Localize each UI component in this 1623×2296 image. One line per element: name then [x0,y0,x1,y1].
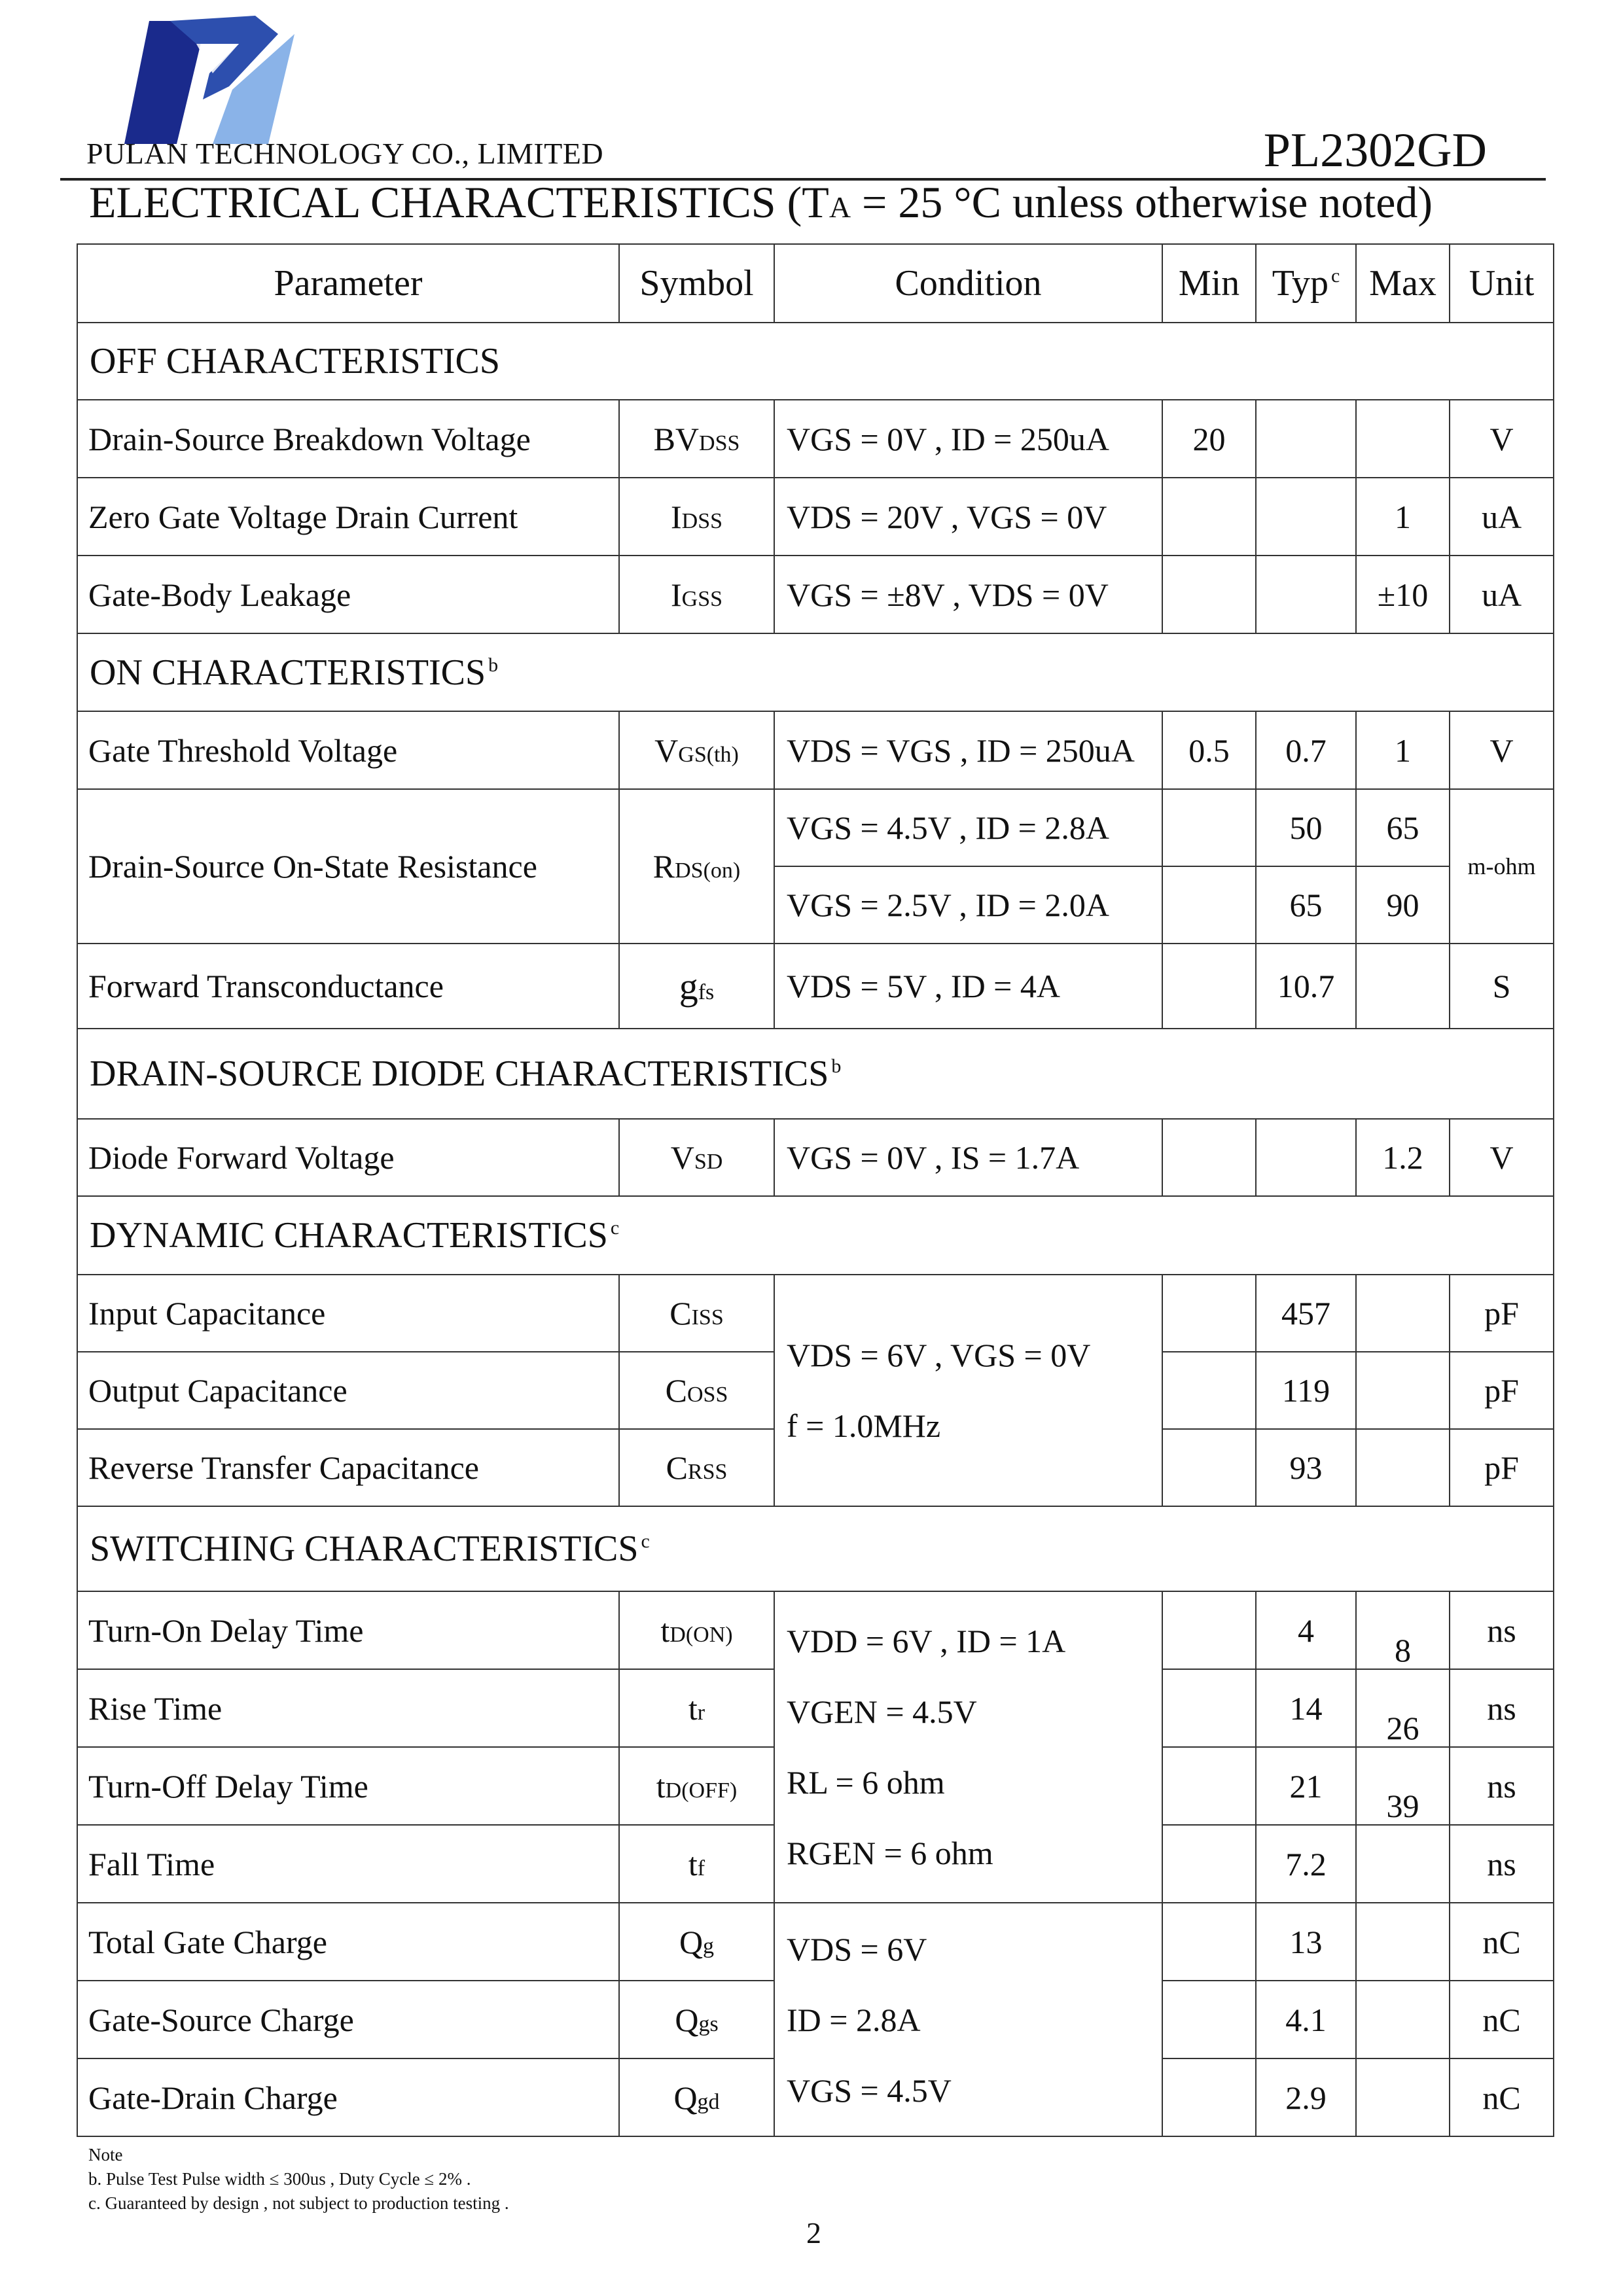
unit-cell: ns [1450,1669,1554,1747]
section-off-title: OFF CHARACTERISTICS [77,323,1554,400]
unit-cell: m-ohm [1450,789,1554,944]
switching-condition-line: VDD = 6V , ID = 1A [787,1623,1066,1659]
part-number: PL2302GD [1263,124,1487,177]
max-cell [1356,1429,1450,1506]
dynamic-condition-line: VDS = 6V , VGS = 0V [787,1337,1091,1373]
max-cell: 90 [1356,866,1450,944]
header-min: Min [1162,244,1256,323]
min-cell [1162,1669,1256,1747]
section-on-title: ON CHARACTERISTICS $^b$ [77,633,1554,711]
typ-cell: 93 [1256,1429,1356,1506]
note-b: b. Pulse Test Pulse width ≤ 300us , Duty Cycle ≤ 2% . [88,2169,471,2189]
unit-cell: uA [1450,556,1554,633]
condition-cell: VGS = 0V , IS = 1.7A [774,1119,1162,1196]
symbol-cell: Qgd [619,2058,774,2136]
switching-condition-line: RGEN = 6 ohm [787,1835,993,1871]
param-cell: Rise Time [77,1669,619,1747]
typ-cell: 7.2 [1256,1825,1356,1903]
unit-cell: uA [1450,478,1554,556]
table-row [77,1119,1554,1196]
symbol-cell: tr [619,1669,774,1747]
typ-cell [1256,556,1356,633]
typ-cell: 14 [1256,1669,1356,1747]
param-cell: Turn-Off Delay Time [77,1747,619,1825]
param-cell: Forward Transconductance [77,944,619,1029]
footnotes [88,2143,509,2216]
company-name: PULAN TECHNOLOGY CO., LIMITED [86,137,604,170]
max-cell: 1 [1356,478,1450,556]
min-cell: 0.5 [1162,711,1256,789]
symbol-cell: VSD [619,1119,774,1196]
param-cell: Total Gate Charge [77,1903,619,1981]
charge-condition-line: ID = 2.8A [787,2001,921,2038]
table-row [77,944,1554,1029]
min-cell [1162,556,1256,633]
typ-cell: 50 [1256,789,1356,866]
max-cell [1356,1275,1450,1352]
param-cell: Gate-Body Leakage [77,556,619,633]
condition-cell: VDS = 20V , VGS = 0V [774,478,1162,556]
symbol-cell: tf [619,1825,774,1903]
symbol-cell: IDSS [619,478,774,556]
section-row-on [77,633,1554,711]
note-c: c. Guaranteed by design , not subject to production testing . [88,2193,509,2213]
max-cell [1356,1903,1450,1981]
symbol-cell: BVDSS [619,400,774,478]
section-row-dynamic [77,1196,1554,1275]
unit-cell: V [1450,400,1554,478]
min-cell [1162,2058,1256,2136]
unit-cell: V [1450,711,1554,789]
condition-cell: VDS = VGS , ID = 250uA [774,711,1162,789]
switching-condition-cell [774,1591,1162,1903]
max-cell [1356,400,1450,478]
header-parameter: Parameter [77,244,619,323]
max-cell [1356,1981,1450,2058]
param-cell: Input Capacitance [77,1275,619,1352]
min-cell [1162,1429,1256,1506]
unit-cell: pF [1450,1352,1554,1429]
max-cell: 65 [1356,789,1450,866]
note-heading: Note [88,2145,123,2164]
symbol-cell: CISS [619,1275,774,1352]
symbol-cell: RDS(on) [619,789,774,944]
symbol-cell: COSS [619,1352,774,1429]
min-cell [1162,866,1256,944]
max-cell: 39 [1356,1747,1450,1825]
symbol-cell: CRSS [619,1429,774,1506]
condition-cell: VGS = ±8V , VDS = 0V [774,556,1162,633]
min-cell [1162,944,1256,1029]
symbol-cell: tD(ON) [619,1591,774,1669]
pulan-logo [98,8,294,144]
max-cell: 26 [1356,1669,1450,1747]
symbol-cell: gfs [619,944,774,1029]
switching-condition-line: VGEN = 4.5V [787,1693,977,1730]
condition-cell: VGS = 4.5V , ID = 2.8A [774,789,1162,866]
table-row [77,1903,1554,1981]
typ-cell: 0.7 [1256,711,1356,789]
typ-cell: 119 [1256,1352,1356,1429]
typ-cell [1256,400,1356,478]
param-cell: Drain-Source On-State Resistance [77,789,619,944]
min-cell [1162,1352,1256,1429]
min-cell [1162,1591,1256,1669]
charge-condition-cell [774,1903,1162,2136]
param-cell: Fall Time [77,1825,619,1903]
header-typ: Typ $^c$ [1256,244,1356,323]
max-cell: 1.2 [1356,1119,1450,1196]
electrical-characteristics-table [77,243,1554,2137]
typ-cell: 21 [1256,1747,1356,1825]
table-row [77,711,1554,789]
symbol-cell: IGSS [619,556,774,633]
typ-cell: 65 [1256,866,1356,944]
table-row [77,478,1554,556]
table-row [77,789,1554,866]
typ-cell [1256,478,1356,556]
unit-cell: pF [1450,1429,1554,1506]
param-cell: Gate Threshold Voltage [77,711,619,789]
symbol-cell: VGS(th) [619,711,774,789]
header-symbol: Symbol [619,244,774,323]
typ-cell: 13 [1256,1903,1356,1981]
symbol-cell: Qg [619,1903,774,1981]
condition-cell: VGS = 2.5V , ID = 2.0A [774,866,1162,944]
min-cell: 20 [1162,400,1256,478]
param-cell: Zero Gate Voltage Drain Current [77,478,619,556]
max-cell: 8 [1356,1591,1450,1669]
symbol-cell: tD(OFF) [619,1747,774,1825]
max-cell: ±10 [1356,556,1450,633]
min-cell [1162,1747,1256,1825]
max-cell: 1 [1356,711,1450,789]
table-header-row [77,244,1554,323]
unit-cell: ns [1450,1747,1554,1825]
charge-condition-line: VDS = 6V [787,1930,927,1968]
dynamic-condition-line: f = 1.0MHz [787,1407,941,1444]
min-cell [1162,789,1256,866]
min-cell [1162,1119,1256,1196]
max-cell [1356,944,1450,1029]
min-cell [1162,1903,1256,1981]
header-unit: Unit [1450,244,1554,323]
typ-cell: 4 [1256,1591,1356,1669]
typ-cell: 2.9 [1256,2058,1356,2136]
max-cell [1356,1825,1450,1903]
charge-condition-line: VGS = 4.5V [787,2072,952,2109]
unit-cell: pF [1450,1275,1554,1352]
unit-cell: nC [1450,2058,1554,2136]
typ-cell: 457 [1256,1275,1356,1352]
condition-cell: VDS = 5V , ID = 4A [774,944,1162,1029]
dynamic-condition-cell [774,1275,1162,1506]
header-max: Max [1356,244,1450,323]
typ-cell: 10.7 [1256,944,1356,1029]
condition-cell: VGS = 0V , ID = 250uA [774,400,1162,478]
table-row [77,400,1554,478]
section-title: ELECTRICAL CHARACTERISTICS (TA = 25 °C unless otherwise noted) [89,177,1433,227]
unit-cell: nC [1450,1903,1554,1981]
switching-condition-line: RL = 6 ohm [787,1764,945,1801]
unit-cell: ns [1450,1825,1554,1903]
param-cell: Turn-On Delay Time [77,1591,619,1669]
param-cell: Gate-Drain Charge [77,2058,619,2136]
table-row [77,1591,1554,1669]
min-cell [1162,1825,1256,1903]
section-row-off [77,323,1554,400]
param-cell: Diode Forward Voltage [77,1119,619,1196]
param-cell: Reverse Transfer Capacitance [77,1429,619,1506]
param-cell: Output Capacitance [77,1352,619,1429]
table-row [77,1275,1554,1352]
unit-cell: ns [1450,1591,1554,1669]
typ-cell [1256,1119,1356,1196]
unit-cell: V [1450,1119,1554,1196]
symbol-cell: Qgs [619,1981,774,2058]
min-cell [1162,1275,1256,1352]
min-cell [1162,1981,1256,2058]
typ-cell: 4.1 [1256,1981,1356,2058]
param-cell: Gate-Source Charge [77,1981,619,2058]
page-number: 2 [806,2216,821,2250]
max-cell [1356,2058,1450,2136]
unit-cell: nC [1450,1981,1554,2058]
header-condition: Condition [774,244,1162,323]
section-switching-title: SWITCHING CHARACTERISTICS $^c$ [77,1506,1554,1591]
min-cell [1162,478,1256,556]
section-diode-title: DRAIN-SOURCE DIODE CHARACTERISTICS $^b$ [77,1029,1554,1119]
section-row-switching [77,1506,1554,1591]
max-cell [1356,1352,1450,1429]
section-row-diode [77,1029,1554,1119]
section-dynamic-title: DYNAMIC CHARACTERISTICS $^c$ [77,1196,1554,1275]
unit-cell: S [1450,944,1554,1029]
table-row [77,556,1554,633]
param-cell: Drain-Source Breakdown Voltage [77,400,619,478]
